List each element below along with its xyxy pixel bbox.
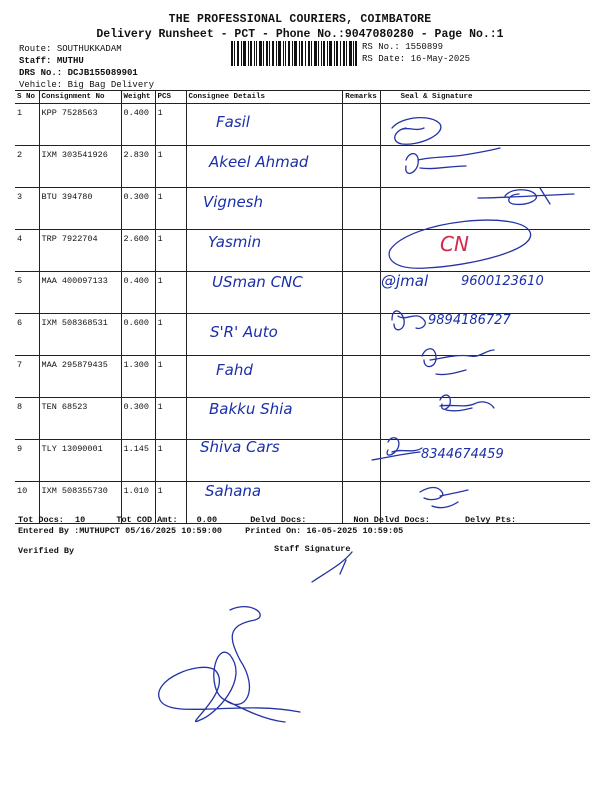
weight-cell: 0.300 (121, 188, 155, 230)
weight-cell: 1.145 (121, 440, 155, 482)
pcs-cell: 1 (155, 230, 186, 272)
sno-cell: 10 (15, 482, 39, 524)
delvy-pts-label: Delvy Pts: (465, 515, 517, 525)
staff-signature-label: Staff Signature (274, 544, 351, 554)
consignment-no-cell: IXM 508355730 (39, 482, 121, 524)
handwritten-consignee-name: Yasmin (208, 233, 262, 251)
sno-cell: 4 (15, 230, 39, 272)
entry-line (18, 526, 403, 536)
pcs-cell: 1 (155, 314, 186, 356)
col-header-sno: S No (15, 91, 39, 104)
sno-cell: 8 (15, 398, 39, 440)
rs-date-value: 16-May-2025 (410, 54, 471, 64)
tot-cod-label: Tot COD Amt: (116, 515, 178, 525)
handwritten-seal-text: @jmal (381, 272, 429, 290)
handwritten-consignee-name: Shiva Cars (200, 438, 280, 456)
non-delvd-docs-label: Non Delvd Docs: (353, 515, 430, 525)
weight-cell: 2.830 (121, 146, 155, 188)
rs-date-label: RS Date: (362, 54, 406, 64)
col-header-weight: Weight (121, 91, 155, 104)
vehicle-value: Big Bag Delivery (67, 80, 155, 90)
staff-label: Staff: (19, 56, 52, 66)
handwritten-phone-number: 9894186727 (428, 313, 511, 328)
delvd-docs-label: Delvd Docs: (250, 515, 307, 525)
pcs-cell: 1 (155, 104, 186, 146)
handwritten-phone-number: 8344674459 (421, 447, 504, 462)
col-header-pcs: PCS (155, 91, 186, 104)
handwritten-consignee-name: Sahana (205, 482, 262, 500)
consignment-no-cell: MAA 295879435 (39, 356, 121, 398)
handwritten-consignee-name: Vignesh (203, 193, 264, 211)
sno-cell: 7 (15, 356, 39, 398)
handwritten-consignee-name: Akeel Ahmad (209, 153, 309, 171)
vehicle-label: Vehicle: (19, 80, 63, 90)
runsheet-title: THE PROFESSIONAL COURIERS, COIMBATORE (168, 13, 432, 26)
consignment-no-cell: KPP 7528563 (39, 104, 121, 146)
weight-cell: 1.300 (121, 356, 155, 398)
weight-cell: 0.400 (121, 104, 155, 146)
col-header-remarks: Remarks (342, 91, 380, 104)
printed-on: Printed On: 16-05-2025 10:59:05 (245, 526, 404, 536)
handwritten-phone-number: 9600123610 (461, 274, 544, 289)
weight-cell: 0.300 (121, 398, 155, 440)
drs-label: DRS No.: (19, 68, 63, 78)
tot-cod-value: 0.00 (196, 515, 218, 525)
consignment-no-cell: IXM 303541926 (39, 146, 121, 188)
entered-by: Entered By :MUTHUPCT 05/16/2025 10:59:00 (18, 526, 223, 536)
weight-cell: 2.600 (121, 230, 155, 272)
pcs-cell: 1 (155, 440, 186, 482)
route-value: SOUTHUKKADAM (56, 44, 122, 54)
pcs-cell: 1 (155, 146, 186, 188)
pcs-cell: 1 (155, 398, 186, 440)
handwritten-consignee-name: USman CNC (212, 273, 303, 291)
weight-cell: 1.010 (121, 482, 155, 524)
pcs-cell: 1 (155, 356, 186, 398)
col-header-seal-signature: Seal & Signature (380, 91, 590, 104)
weight-cell: 0.600 (121, 314, 155, 356)
route-label: Route: (19, 44, 52, 54)
sno-cell: 1 (15, 104, 39, 146)
consignment-no-cell: BTU 394780 (39, 188, 121, 230)
col-header-consignment: Consignment No (39, 91, 121, 104)
drs-value: DCJB155089901 (67, 68, 138, 78)
sno-cell: 9 (15, 440, 39, 482)
handwritten-consignee-name: S'R' Auto (210, 323, 278, 341)
pcs-cell: 1 (155, 482, 186, 524)
rs-no-value: 1550899 (405, 42, 444, 52)
consignment-no-cell: TRP 7922704 (39, 230, 121, 272)
tot-docs-label: Tot Docs: (18, 515, 64, 525)
verified-by-label: Verified By (18, 546, 75, 556)
pcs-cell: 1 (155, 272, 186, 314)
rs-no-label: RS No.: (362, 42, 400, 52)
consignment-no-cell: IXM 508368531 (39, 314, 121, 356)
consignment-no-cell: MAA 400097133 (39, 272, 121, 314)
sno-cell: 3 (15, 188, 39, 230)
handwritten-consignee-name: Bakku Shia (209, 400, 293, 418)
sno-cell: 6 (15, 314, 39, 356)
handwritten-consignee-name: Fahd (216, 361, 253, 379)
consignment-no-cell: TEN 68523 (39, 398, 121, 440)
handwritten-seal-text: CN (440, 232, 469, 256)
staff-value: MUTHU (56, 56, 84, 66)
tot-docs-value: 10 (75, 515, 86, 525)
runsheet-subtitle: Delivery Runsheet - PCT - Phone No.:9047080280 - Page No.:1 (96, 28, 504, 41)
handwritten-consignee-name: Fasil (216, 113, 250, 131)
sno-cell: 5 (15, 272, 39, 314)
totals-line (18, 515, 516, 525)
pcs-cell: 1 (155, 188, 186, 230)
col-header-consignee: Consignee Details (186, 91, 342, 104)
consignment-no-cell: TLY 13090001 (39, 440, 121, 482)
sno-cell: 2 (15, 146, 39, 188)
weight-cell: 0.400 (121, 272, 155, 314)
